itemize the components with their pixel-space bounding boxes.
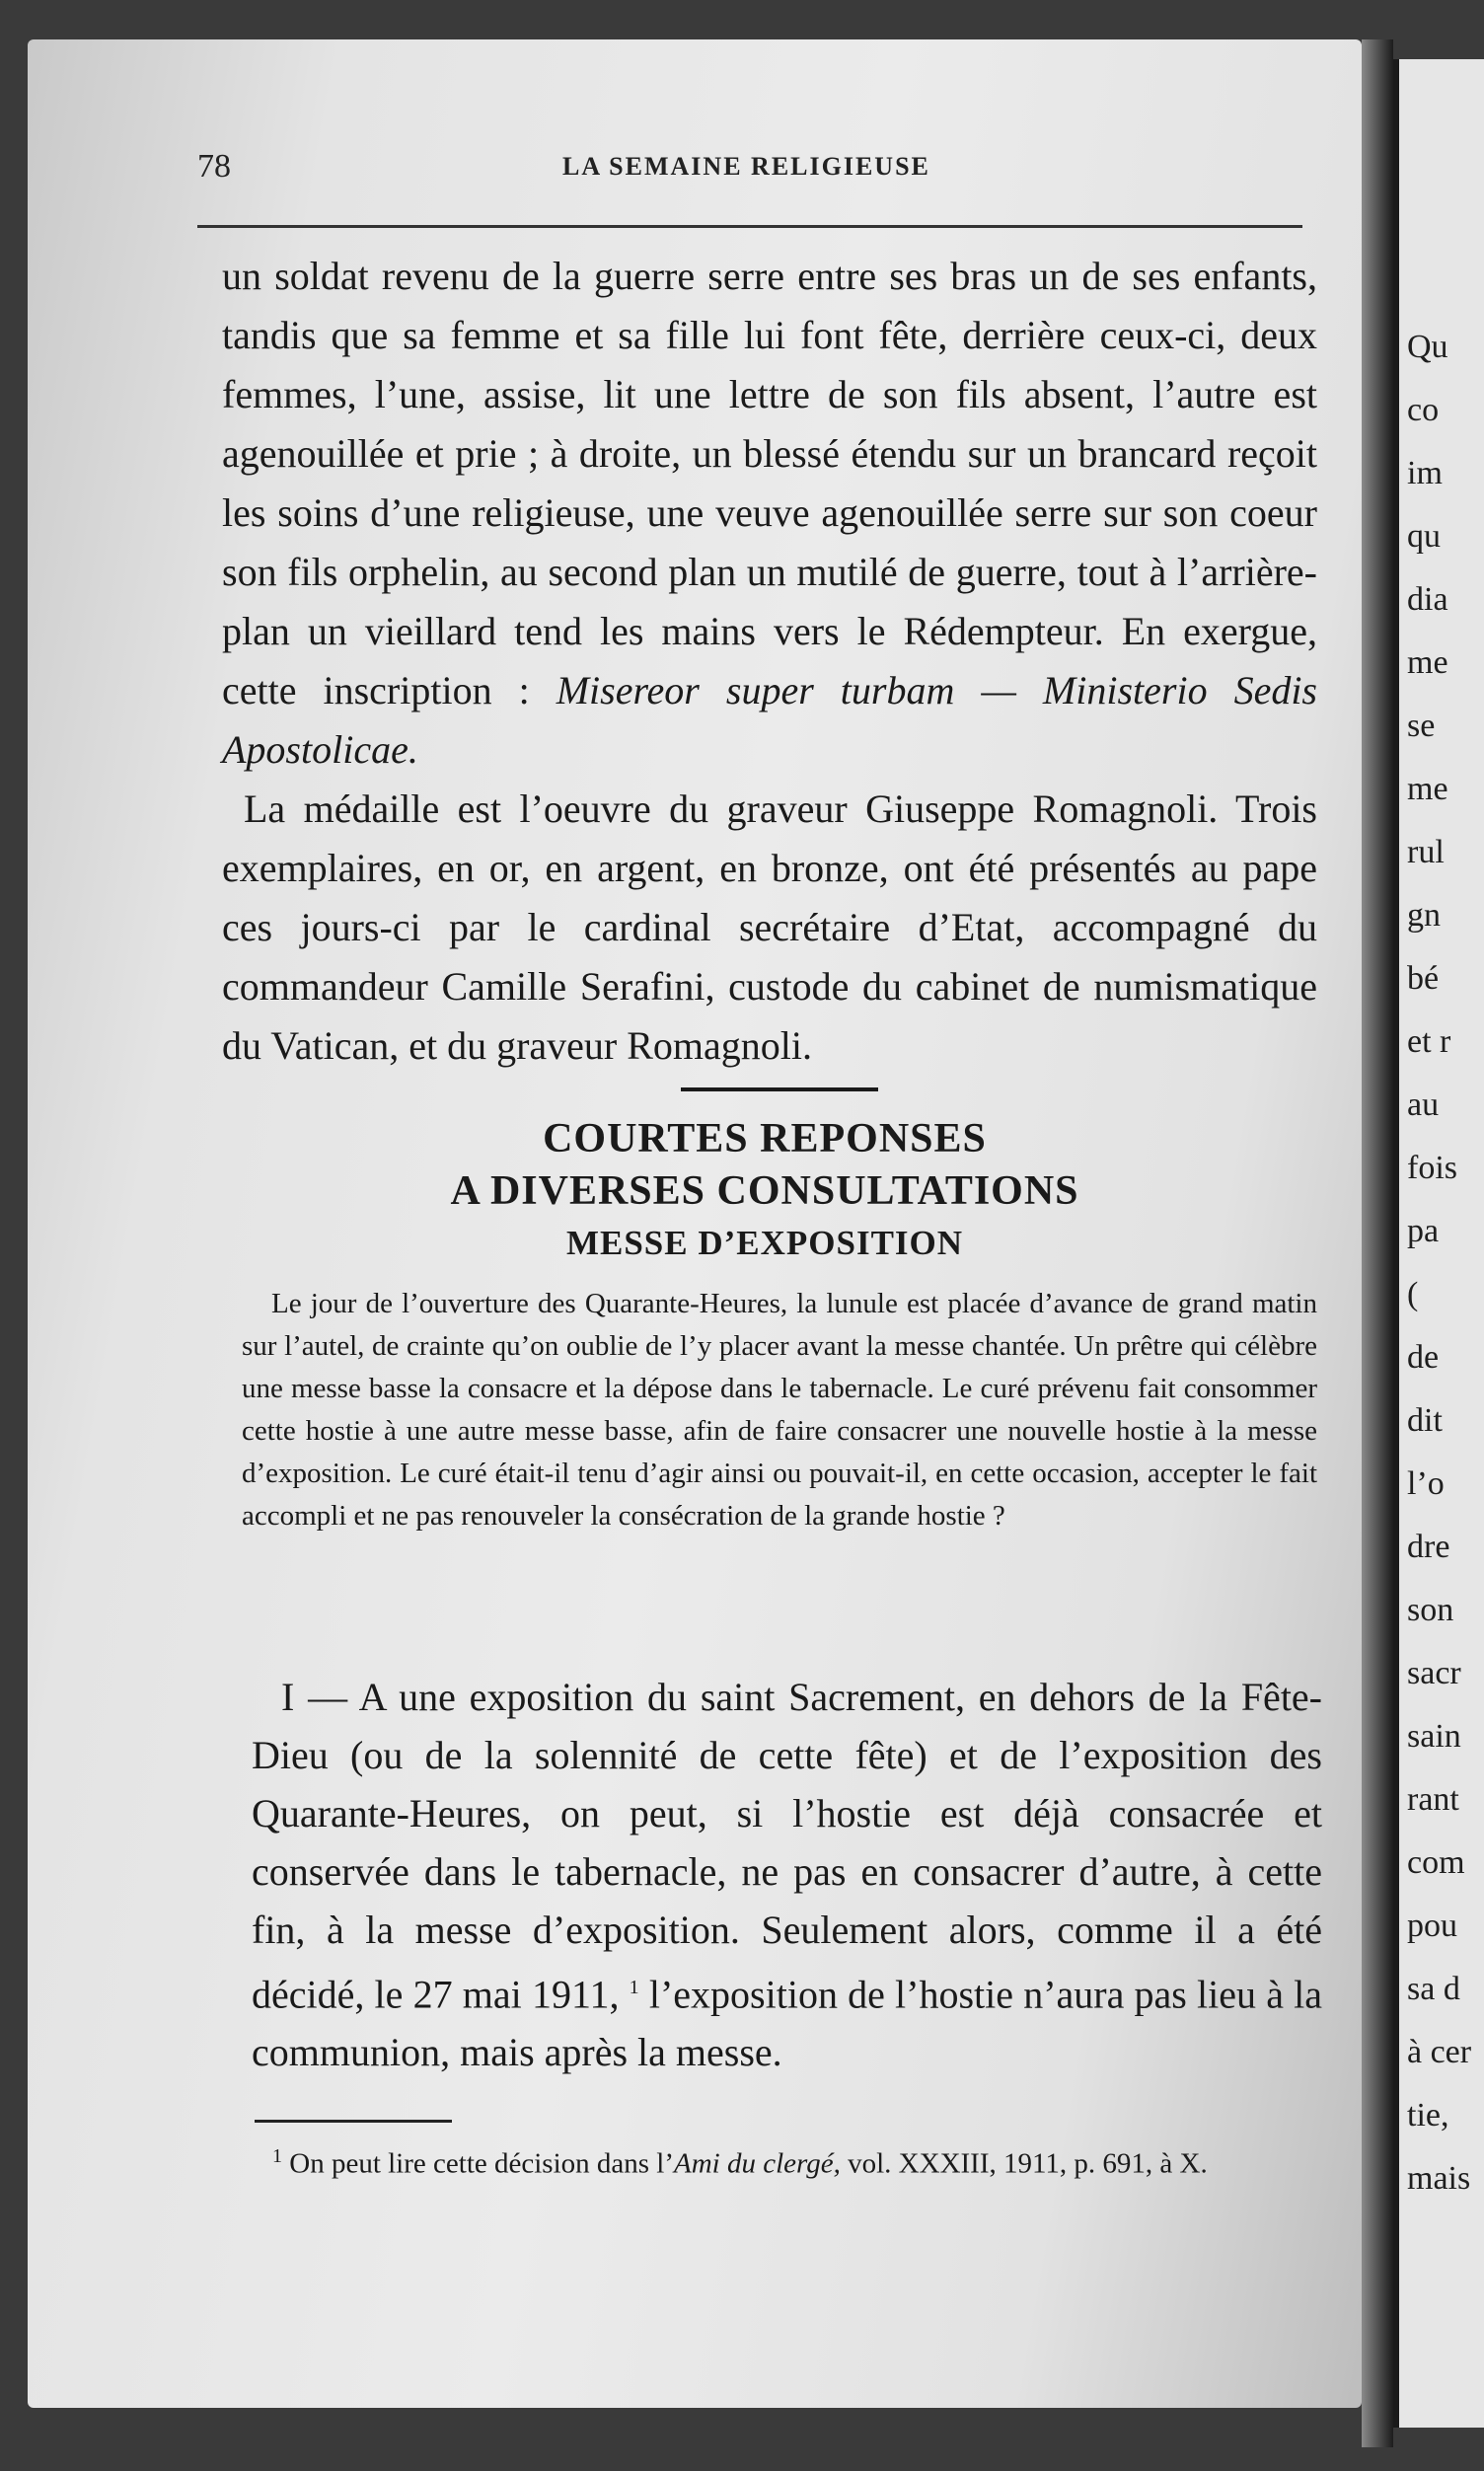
facing-page-fragment: tie, (1407, 2097, 1449, 2134)
facing-page-fragment: de (1407, 1339, 1440, 1376)
facing-page-fragment: rant (1407, 1781, 1459, 1818)
page-number: 78 (197, 148, 231, 185)
section-title-line1: COURTES REPONSES (543, 1116, 987, 1161)
facing-page-fragment: sacr (1407, 1655, 1461, 1691)
book-gutter (1362, 39, 1393, 2447)
answer-part2: l’exposition de l’hostie n’aura pas lieu à la communion, mais après la messe. (252, 1972, 1323, 2075)
facing-page-fragment: qu (1407, 518, 1441, 555)
facing-page-fragment: com (1407, 1844, 1465, 1881)
facing-page-fragment: me (1407, 644, 1448, 681)
facing-page-fragment: se (1407, 708, 1436, 744)
question-paragraph: Le jour de l’ouverture des Quarante-Heures, la lunule est placée d’avance de grand matin sur l’autel, de crainte qu’on oublie de l’y placer avant la messe chantée. Un prêtre qui célèbre une messe basse la consacre et la dépose dans le tabernacle. Le curé prévenu fait consommer cette hostie à une autre messe basse, afin de faire consacrer une nouvelle hostie à la messe d’exposition. Le curé était-il tenu d’agir ainsi ou pouvait-il, en cette occasion, accepter le fait accompli et ne pas renouveler la consécration de la grande hostie ? (242, 1288, 1317, 1532)
paragraph-1-inscription: Misereor super turbam — Ministerio Sedis Apostolicae. (222, 668, 1317, 772)
section-title-line2: A DIVERSES CONSULTATIONS (450, 1168, 1079, 1214)
section-separator (681, 1087, 878, 1091)
footnote-reference: 1 (629, 1977, 639, 1998)
footnote-source-title: Ami du clergé, (674, 2147, 841, 2180)
facing-page-fragment: im (1407, 455, 1443, 491)
answer-part1: I — A une exposition du saint Sacrement, en dehors de la Fête-Dieu (ou de la solennité de cette fête) et de l’exposition des Quarante-Heures, on peut, si l’hostie est déjà consacrée et conservée dans le tabernacle, ne pas en consacrer d’autre, à cette fin, à la messe d’exposition. Seulement alors, comme il a été décidé, le 27 mai 1911, (252, 1675, 1322, 2017)
footnote-rule (255, 2120, 452, 2123)
footnote (257, 2132, 1322, 2189)
facing-page-fragment: dre (1407, 1529, 1450, 1565)
facing-page-fragment: dia (1407, 581, 1448, 618)
facing-page-top-margin (1399, 59, 1484, 316)
facing-page-fragment: son (1407, 1592, 1454, 1628)
footnote-text1: On peut lire cette décision dans l’ (289, 2147, 675, 2180)
footnote-text2: vol. XXXIII, 1911, p. 691, à X. (848, 2147, 1208, 2180)
question-text (242, 1283, 1317, 1537)
facing-page-fragment: Qu (1407, 329, 1448, 365)
answer-paragraph (252, 1668, 1322, 2081)
facing-page-fragment: à cer (1407, 2034, 1472, 2070)
facing-page-fragment: pou (1407, 1908, 1457, 1944)
facing-page-fragment: et r (1407, 1023, 1451, 1060)
facing-page-fragment: pa (1407, 1213, 1440, 1249)
paragraph-2: La médaille est l’oeuvre du graveur Giuseppe Romagnoli. Trois exemplaires, en or, en argent, en bronze, ont été présentés au pape ces jours-ci par le cardinal secrétaire d’Etat, accompagné du commandeur Camille Serafini, custode du cabinet de numismatique du Vatican, et du graveur Romagnoli. (222, 786, 1317, 1068)
footnote-paragraph (257, 2132, 1322, 2189)
body-text (222, 247, 1317, 1076)
page-header (197, 148, 1302, 187)
facing-page-fragment: me (1407, 771, 1448, 807)
answer-text (252, 1668, 1322, 2081)
section-subtitle: MESSE D’EXPOSITION (565, 1224, 964, 1262)
facing-page-fragment: fois (1407, 1150, 1457, 1186)
footnote-mark: 1 (272, 2145, 282, 2167)
facing-page-fragment: co (1407, 392, 1440, 428)
facing-page-fragment: mais (1407, 2160, 1471, 2197)
facing-page (1393, 59, 1484, 2428)
facing-page-fragment: dit (1407, 1402, 1443, 1439)
facing-page-fragment: l’o (1407, 1465, 1445, 1502)
facing-page-fragment: sa d (1407, 1971, 1460, 2007)
paragraph-1-text: un soldat revenu de la guerre serre entre ses bras un de ses enfants, tandis que sa femme et sa fille lui font fête, derrière ceux-ci, deux femmes, l’une, assise, lit une lettre de son fils absent, l’autre est agenouillée et prie ; à droite, un blessé étendu sur un brancard reçoit les soins d’une religieuse, une veuve agenouillée serre sur son coeur son fils orphelin, au second plan un mutilé de guerre, tout à l’arrière-plan un vieillard tend les mains vers le Rédempteur. En exergue, cette inscription : (222, 254, 1317, 712)
running-title: LA SEMAINE RELIGIEUSE (562, 152, 930, 181)
facing-page-fragment: rul (1407, 834, 1445, 870)
facing-page-fragment: gn (1407, 897, 1441, 934)
header-rule (197, 225, 1302, 228)
paragraph-1 (222, 247, 1317, 780)
facing-page-fragment: sain (1407, 1718, 1461, 1755)
facing-page-fragment: bé (1407, 960, 1440, 997)
facing-page-fragment: ( (1407, 1276, 1419, 1312)
facing-page-fragment: au (1407, 1086, 1440, 1123)
